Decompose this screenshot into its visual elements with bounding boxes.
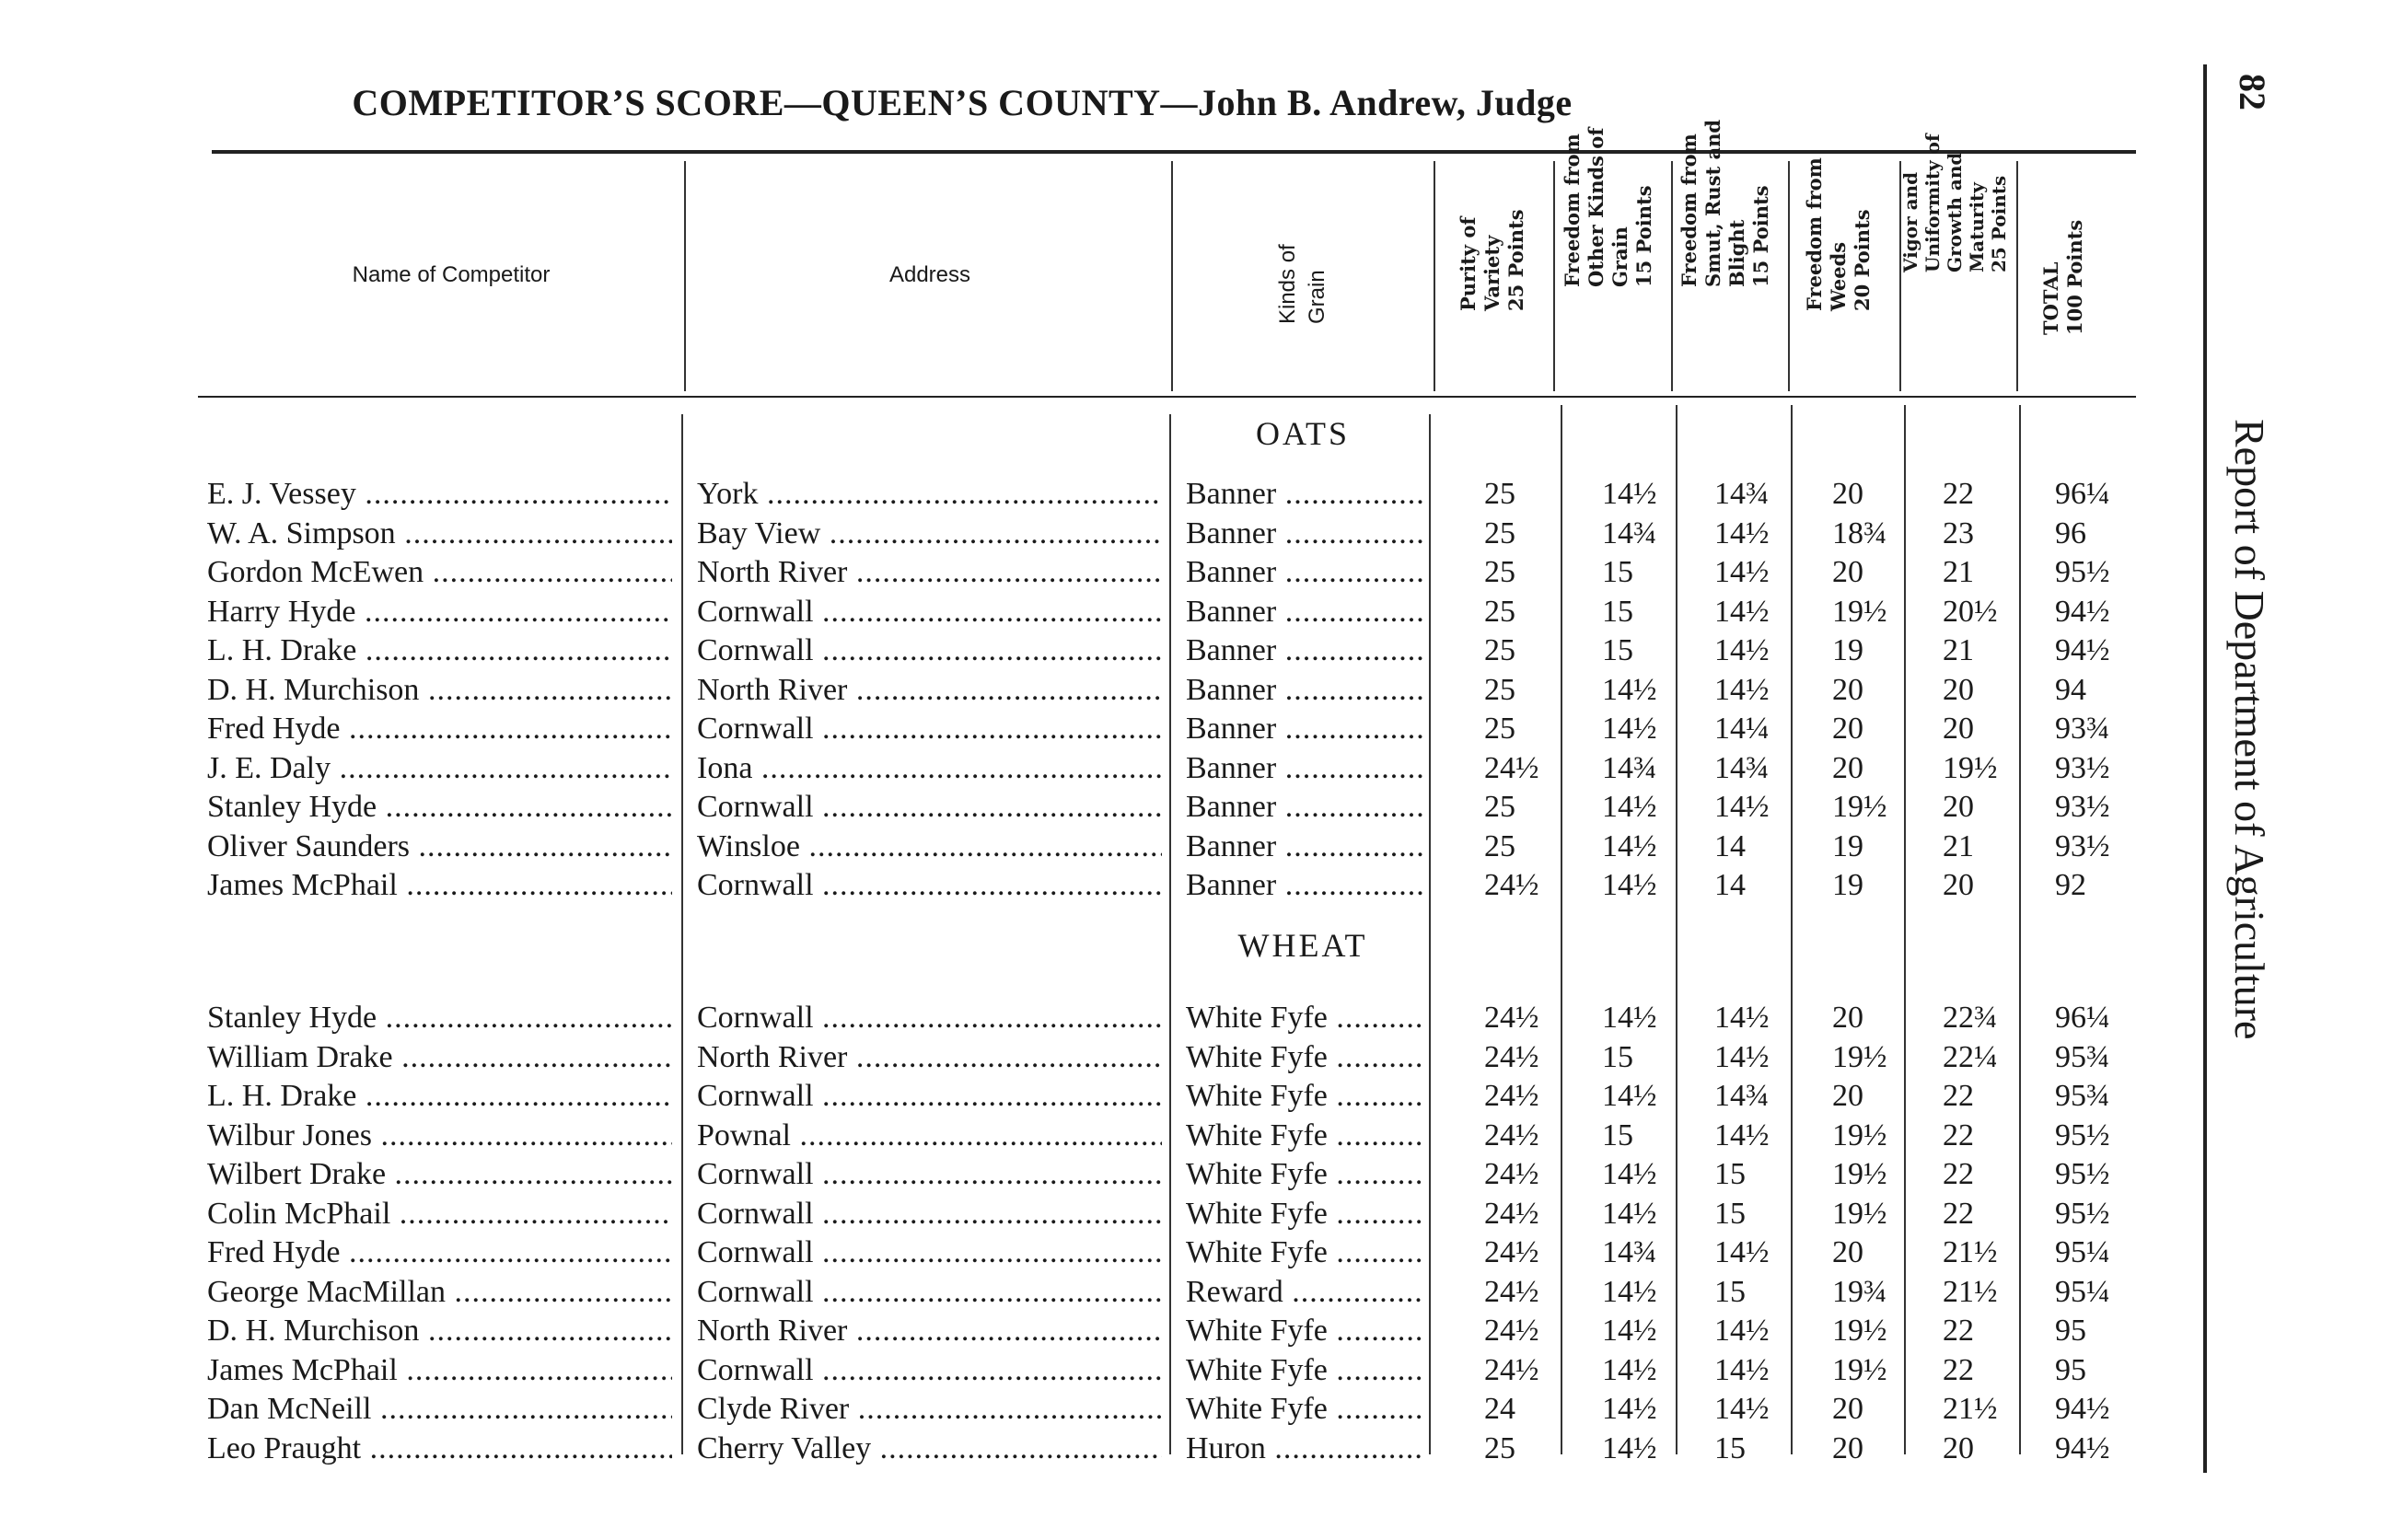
cell-c4: 19½ (1832, 1352, 1887, 1387)
cell-total: 95¼ (2055, 1235, 2110, 1269)
cell-c1: 24½ (1484, 1157, 1539, 1191)
cell-kind: Banner ..... (1186, 712, 1423, 747)
cell-address: North River ..... (697, 1314, 1162, 1349)
cell-kind: Banner ..... (1186, 477, 1423, 512)
cell-address: Cornwall ..... (697, 868, 1162, 903)
cell-address: Cornwall ..... (697, 1235, 1162, 1270)
cell-kind: White Fyfe ..... (1186, 1079, 1423, 1114)
cell-total: 94½ (2055, 633, 2110, 667)
cell-name: E. J. Vessey ..... (207, 477, 672, 512)
cell-kind: Banner ..... (1186, 595, 1423, 630)
cell-c1: 25 (1484, 828, 1515, 863)
cell-c1: 25 (1484, 1430, 1515, 1465)
cell-c1: 25 (1484, 555, 1515, 589)
cell-c3: 14½ (1714, 1235, 1770, 1269)
cell-c1: 24½ (1484, 1314, 1539, 1348)
cell-c3: 14½ (1714, 672, 1770, 707)
table-row (0, 1079, 2210, 1116)
cell-address: Cornwall ..... (697, 790, 1162, 825)
cell-c5: 22 (1943, 1157, 1974, 1191)
cell-kind: White Fyfe ..... (1186, 1197, 1423, 1232)
cell-c4: 20 (1832, 477, 1863, 511)
cell-name: Gordon McEwen ..... (207, 555, 672, 590)
table-row (0, 751, 2210, 788)
cell-c5: 21½ (1943, 1392, 1998, 1426)
cell-c2: 15 (1602, 633, 1633, 667)
cell-name: L. H. Drake ..... (207, 633, 672, 668)
cell-kind: Banner ..... (1186, 868, 1423, 903)
cell-address: North River ..... (697, 1040, 1162, 1075)
header-divider (1434, 161, 1435, 391)
cell-name: Leo Praught ..... (207, 1431, 672, 1466)
cell-kind: White Fyfe ..... (1186, 1353, 1423, 1388)
cell-address: Cornwall ..... (697, 1353, 1162, 1388)
cell-c1: 24½ (1484, 750, 1539, 785)
table-row (0, 1314, 2210, 1350)
cell-c3: 14½ (1714, 1117, 1770, 1152)
cell-c1: 24½ (1484, 1352, 1539, 1387)
cell-c2: 14½ (1602, 1314, 1657, 1348)
cell-c4: 18¾ (1832, 515, 1887, 550)
cell-total: 95¾ (2055, 1079, 2110, 1113)
cell-c2: 15 (1602, 1039, 1633, 1074)
cell-c2: 14½ (1602, 1430, 1657, 1465)
cell-c2: 14½ (1602, 790, 1657, 824)
cell-c4: 19 (1832, 828, 1863, 863)
header-freedom-weeds: Freedom from Weeds 20 Points (1803, 157, 1874, 311)
cell-name: J. E. Daly ..... (207, 751, 672, 786)
cell-c5: 20½ (1943, 594, 1998, 629)
header-divider (1553, 161, 1555, 391)
header-divider (684, 161, 686, 391)
cell-c4: 19½ (1832, 1314, 1887, 1348)
cell-c2: 14½ (1602, 1079, 1657, 1113)
cell-total: 95½ (2055, 1196, 2110, 1231)
cell-c1: 25 (1484, 712, 1515, 746)
cell-c2: 14½ (1602, 1352, 1657, 1387)
cell-address: Cornwall ..... (697, 1079, 1162, 1114)
cell-c3: 14¾ (1714, 750, 1770, 785)
cell-total: 94½ (2055, 594, 2110, 629)
table-row (0, 673, 2210, 710)
cell-total: 93½ (2055, 790, 2110, 824)
cell-c4: 19 (1832, 868, 1863, 902)
header-address: Address (888, 262, 971, 287)
cell-c4: 19¾ (1832, 1274, 1887, 1309)
cell-c5: 21 (1943, 633, 1974, 667)
cell-name: Fred Hyde ..... (207, 1235, 672, 1270)
cell-total: 96¼ (2055, 477, 2110, 511)
cell-kind: Banner ..... (1186, 516, 1423, 551)
page-number: 82 (2232, 74, 2273, 110)
header-purity-of-variety: Purity of Variety 25 Points (1457, 209, 1527, 311)
cell-name: Harry Hyde ..... (207, 595, 672, 630)
cell-c5: 22¼ (1943, 1039, 1998, 1074)
cell-c2: 14½ (1602, 868, 1657, 902)
cell-address: Cornwall ..... (697, 633, 1162, 668)
table-row (0, 1040, 2210, 1077)
cell-address: Cornwall ..... (697, 1001, 1162, 1036)
cell-name: Wilbert Drake ..... (207, 1157, 672, 1192)
header-bottom-rule (198, 396, 2136, 398)
table-row (0, 477, 2210, 514)
cell-c2: 14½ (1602, 1274, 1657, 1309)
cell-kind: Banner ..... (1186, 790, 1423, 825)
cell-kind: Reward ..... (1186, 1275, 1423, 1310)
top-rule (212, 150, 2136, 154)
cell-c2: 14½ (1602, 1392, 1657, 1426)
table-row (0, 790, 2210, 827)
cell-c4: 20 (1832, 555, 1863, 589)
cell-c2: 14¾ (1602, 750, 1657, 785)
table-row (0, 1118, 2210, 1155)
cell-c1: 25 (1484, 515, 1515, 550)
header-total: TOTAL 100 Points (2039, 219, 2086, 335)
cell-c5: 21½ (1943, 1274, 1998, 1309)
cell-address: North River ..... (697, 555, 1162, 590)
table-row (0, 595, 2210, 631)
cell-c2: 15 (1602, 1117, 1633, 1152)
cell-kind: Banner ..... (1186, 829, 1423, 864)
cell-name: George MacMillan ..... (207, 1275, 672, 1310)
cell-c3: 14¼ (1714, 712, 1770, 746)
cell-total: 95 (2055, 1314, 2086, 1348)
header-divider (1671, 161, 1673, 391)
cell-c4: 20 (1832, 1392, 1863, 1426)
cell-c5: 20 (1943, 712, 1974, 746)
cell-c1: 24½ (1484, 868, 1539, 902)
running-head: Report of Department of Agriculture (2226, 419, 2273, 1040)
cell-c2: 14½ (1602, 672, 1657, 707)
section-label-wheat: WHEAT (1237, 927, 1368, 964)
cell-address: Winsloe ..... (697, 829, 1162, 864)
cell-address: Bay View ..... (697, 516, 1162, 551)
cell-c3: 15 (1714, 1196, 1746, 1231)
table-row (0, 712, 2210, 748)
cell-name: D. H. Murchison ..... (207, 673, 672, 708)
cell-total: 93¾ (2055, 712, 2110, 746)
cell-c5: 19½ (1943, 750, 1998, 785)
cell-name: William Drake ..... (207, 1040, 672, 1075)
table-row (0, 1235, 2210, 1272)
cell-c4: 20 (1832, 1079, 1863, 1113)
cell-name: Colin McPhail ..... (207, 1197, 672, 1232)
header-divider (1788, 161, 1790, 391)
cell-c4: 19½ (1832, 1117, 1887, 1152)
cell-c5: 22¾ (1943, 1001, 1998, 1035)
cell-kind: White Fyfe ..... (1186, 1314, 1423, 1349)
cell-total: 92 (2055, 868, 2086, 902)
cell-c1: 24½ (1484, 1039, 1539, 1074)
cell-name: W. A. Simpson ..... (207, 516, 672, 551)
cell-c1: 24½ (1484, 1001, 1539, 1035)
cell-c2: 14½ (1602, 1001, 1657, 1035)
cell-name: D. H. Murchison ..... (207, 1314, 672, 1349)
cell-c4: 20 (1832, 712, 1863, 746)
table-row (0, 829, 2210, 866)
cell-kind: White Fyfe ..... (1186, 1392, 1423, 1427)
table-row (0, 1431, 2210, 1468)
cell-c3: 14½ (1714, 1352, 1770, 1387)
cell-address: North River ..... (697, 673, 1162, 708)
cell-c2: 14¾ (1602, 515, 1657, 550)
cell-c4: 20 (1832, 750, 1863, 785)
cell-name: James McPhail ..... (207, 1353, 672, 1388)
cell-c5: 21 (1943, 555, 1974, 589)
table-row (0, 633, 2210, 670)
cell-total: 95¾ (2055, 1039, 2110, 1074)
cell-c5: 22 (1943, 477, 1974, 511)
cell-address: Cornwall ..... (697, 1275, 1162, 1310)
cell-total: 95 (2055, 1352, 2086, 1387)
cell-c3: 14½ (1714, 1001, 1770, 1035)
cell-address: Cherry Valley ..... (697, 1431, 1162, 1466)
cell-c5: 20 (1943, 1430, 1974, 1465)
table-row (0, 555, 2210, 592)
cell-c3: 14 (1714, 828, 1746, 863)
cell-c2: 14½ (1602, 712, 1657, 746)
cell-c1: 24½ (1484, 1117, 1539, 1152)
cell-c2: 15 (1602, 555, 1633, 589)
page-title: COMPETITOR’S SCORE—QUEEN’S COUNTY—John B. Andrew, Judge (352, 82, 1573, 123)
cell-kind: Huron ..... (1186, 1431, 1423, 1466)
table-row (0, 1001, 2210, 1037)
table-row (0, 1353, 2210, 1390)
cell-name: Fred Hyde ..... (207, 712, 672, 747)
cell-total: 95¼ (2055, 1274, 2110, 1309)
cell-c1: 25 (1484, 633, 1515, 667)
cell-c3: 14¾ (1714, 477, 1770, 511)
cell-c4: 19 (1832, 633, 1863, 667)
table-row (0, 1275, 2210, 1312)
cell-c5: 20 (1943, 672, 1974, 707)
cell-kind: Banner ..... (1186, 555, 1423, 590)
cell-c2: 15 (1602, 594, 1633, 629)
cell-c3: 14½ (1714, 1314, 1770, 1348)
cell-c1: 25 (1484, 672, 1515, 707)
cell-c5: 22 (1943, 1117, 1974, 1152)
header-divider (1171, 161, 1173, 391)
cell-total: 94 (2055, 672, 2086, 707)
cell-c2: 14½ (1602, 1157, 1657, 1191)
cell-total: 96¼ (2055, 1001, 2110, 1035)
cell-c4: 20 (1832, 672, 1863, 707)
cell-name: Oliver Saunders ..... (207, 829, 672, 864)
cell-c5: 22 (1943, 1196, 1974, 1231)
cell-c1: 25 (1484, 594, 1515, 629)
cell-total: 93½ (2055, 750, 2110, 785)
cell-total: 94½ (2055, 1430, 2110, 1465)
table-row (0, 1197, 2210, 1233)
cell-c3: 14½ (1714, 555, 1770, 589)
cell-c4: 19½ (1832, 1039, 1887, 1074)
cell-c3: 14½ (1714, 1392, 1770, 1426)
cell-kind: White Fyfe ..... (1186, 1001, 1423, 1036)
cell-address: Pownal ..... (697, 1118, 1162, 1153)
cell-address: Iona ..... (697, 751, 1162, 786)
cell-name: James McPhail ..... (207, 868, 672, 903)
cell-c4: 20 (1832, 1430, 1863, 1465)
cell-c4: 19½ (1832, 790, 1887, 824)
cell-c2: 14¾ (1602, 1235, 1657, 1269)
cell-c2: 14½ (1602, 1196, 1657, 1231)
cell-kind: White Fyfe ..... (1186, 1157, 1423, 1192)
cell-name: Stanley Hyde ..... (207, 1001, 672, 1036)
cell-c3: 14½ (1714, 515, 1770, 550)
table-row (0, 868, 2210, 905)
header-divider (2016, 161, 2018, 391)
cell-c4: 20 (1832, 1235, 1863, 1269)
cell-c2: 14½ (1602, 477, 1657, 511)
cell-c3: 14½ (1714, 594, 1770, 629)
cell-c4: 19½ (1832, 594, 1887, 629)
cell-address: Cornwall ..... (697, 712, 1162, 747)
cell-total: 93½ (2055, 828, 2110, 863)
cell-c3: 14½ (1714, 1039, 1770, 1074)
cell-c1: 24½ (1484, 1079, 1539, 1113)
cell-total: 95½ (2055, 555, 2110, 589)
cell-c1: 24½ (1484, 1274, 1539, 1309)
section-label-oats: OATS (1255, 415, 1351, 452)
cell-c3: 15 (1714, 1157, 1746, 1191)
cell-c3: 14 (1714, 868, 1746, 902)
cell-c3: 15 (1714, 1274, 1746, 1309)
cell-c2: 14½ (1602, 828, 1657, 863)
cell-total: 94½ (2055, 1392, 2110, 1426)
cell-c3: 14½ (1714, 790, 1770, 824)
cell-c1: 24 (1484, 1392, 1515, 1426)
cell-address: Cornwall ..... (697, 1157, 1162, 1192)
header-kinds-of-grain: Kinds of Grain (1275, 244, 1329, 324)
cell-address: Cornwall ..... (697, 1197, 1162, 1232)
table-row (0, 516, 2210, 553)
cell-name: Wilbur Jones ..... (207, 1118, 672, 1153)
cell-kind: White Fyfe ..... (1186, 1118, 1423, 1153)
cell-kind: Banner ..... (1186, 673, 1423, 708)
cell-c3: 15 (1714, 1430, 1746, 1465)
table-row (0, 1392, 2210, 1429)
cell-c1: 25 (1484, 477, 1515, 511)
cell-c4: 20 (1832, 1001, 1863, 1035)
cell-kind: White Fyfe ..... (1186, 1235, 1423, 1270)
header-freedom-other-grain: Freedom from Other Kinds of Grain 15 Points (1561, 127, 1655, 287)
cell-name: L. H. Drake ..... (207, 1079, 672, 1114)
cell-c5: 23 (1943, 515, 1974, 550)
cell-c5: 22 (1943, 1079, 1974, 1113)
cell-c5: 21½ (1943, 1235, 1998, 1269)
cell-kind: Banner ..... (1186, 633, 1423, 668)
table-row (0, 1157, 2210, 1194)
cell-kind: White Fyfe ..... (1186, 1040, 1423, 1075)
cell-c5: 21 (1943, 828, 1974, 863)
cell-c5: 22 (1943, 1352, 1974, 1387)
cell-address: York ..... (697, 477, 1162, 512)
cell-name: Dan McNeill ..... (207, 1392, 672, 1427)
cell-address: Cornwall ..... (697, 595, 1162, 630)
cell-c1: 25 (1484, 790, 1515, 824)
cell-c5: 20 (1943, 868, 1974, 902)
cell-total: 95½ (2055, 1157, 2110, 1191)
cell-c1: 24½ (1484, 1196, 1539, 1231)
header-name: Name of Competitor (352, 262, 551, 287)
cell-address: Clyde River ..... (697, 1392, 1162, 1427)
cell-c3: 14½ (1714, 633, 1770, 667)
cell-c4: 19½ (1832, 1196, 1887, 1231)
cell-c1: 24½ (1484, 1235, 1539, 1269)
cell-name: Stanley Hyde ..... (207, 790, 672, 825)
cell-total: 95½ (2055, 1117, 2110, 1152)
header-freedom-smut: Freedom from Smut, Rust and Blight 15 Points (1677, 119, 1772, 287)
cell-c3: 14¾ (1714, 1079, 1770, 1113)
cell-total: 96 (2055, 515, 2086, 550)
cell-kind: Banner ..... (1186, 751, 1423, 786)
header-vigor-uniformity: Vigor and Uniformity of Growth and Maturity 25 Points (1899, 133, 2010, 272)
cell-c5: 20 (1943, 790, 1974, 824)
cell-c5: 22 (1943, 1314, 1974, 1348)
cell-c4: 19½ (1832, 1157, 1887, 1191)
